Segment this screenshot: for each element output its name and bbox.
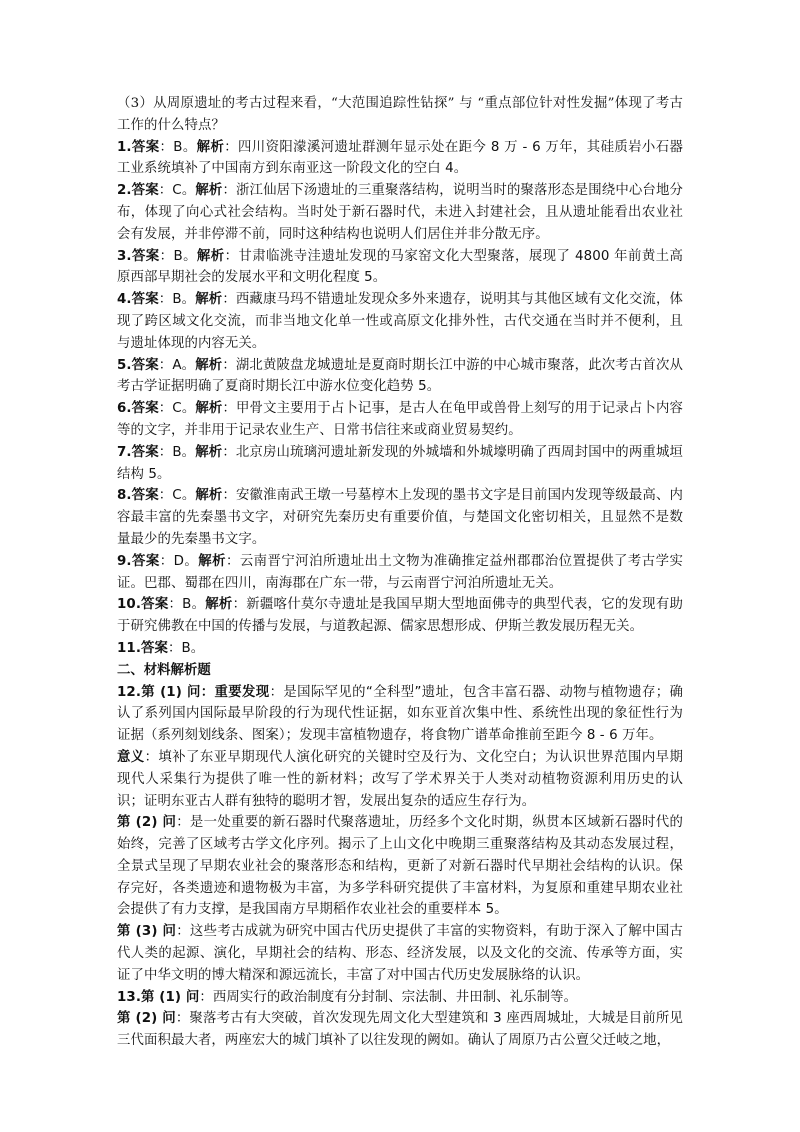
- question-13-analysis: [117, 987, 683, 1052]
- answer-item: 3.答案：B。解析：甘肃临洮寺洼遗址发现的马家窑文化大型聚落，展现了 4800 年前黄土高原西部早期社会的发展水平和文明化程度 5。: [117, 248, 683, 286]
- answer-item: 7.答案：B。解析：北京房山琉璃河遗址新发现的外城墙和外城壕明确了西周封国中的两重城垣结构 5。: [117, 444, 683, 482]
- section-heading: 二、材料解析题: [117, 662, 211, 678]
- answer-item: 5.答案：A。解析：湖北黄陂盘龙城遗址是夏商时期长江中游的中心城市聚落，此次考古首次从考古学证据明确了夏商时期长江中游水位变化趋势 5。: [117, 357, 684, 395]
- answer-item: 2.答案：C。解析：浙江仙居下汤遗址的三重聚落结构，说明当时的聚落形态是围绕中心台地分布，体现了向心式社会结构。当时处于新石器时代，未进入封建社会，且从遗址能看出农业社会有发展，并非停滞不前，同时这种结构也说明人们居住并非分散无序。: [117, 183, 683, 242]
- question-12-analysis: [117, 682, 683, 987]
- analysis-paragraph: 第 (2) 问：是一处重要的新石器时代聚落遗址，历经多个文化时期，纵贯本区域新石器时代的始终，完善了区域考古学文化序列。揭示了上山文化中晚期三重聚落结构及其动态发展过程，全景式呈现了早期农业社会的聚落形态和结构，更新了对新石器时代早期社会结构的认识。保存完好，各类遗迹和遗物极为丰富，为多学科研究提供了丰富材料，为复原和重建早期农业社会提供了有力支撑，是我国南方早期稻作农业社会的重要样本 5。: [117, 815, 683, 918]
- answer-item: 6.答案：C。解析：甲骨文主要用于占卜记事，是古人在龟甲或兽骨上刻写的用于记录占卜内容等的文字，并非用于记录农业生产、日常书信往来或商业贸易契约。: [117, 401, 683, 438]
- answer-item: 10.答案：B。解析：新疆喀什莫尔寺遗址是我国早期大型地面佛寺的典型代表，它的发现有助于研究佛教在中国的传播与发展，与道教起源、儒家思想形成、伊斯兰教发展历程无关。: [117, 597, 683, 635]
- answer-item: 1.答案：B。解析：四川资阳濛溪河遗址群测年显示处在距今 8 万 - 6 万年，其硅质岩小石器工业系统填补了中国南方到东南亚这一阶段文化的空白 4。: [117, 139, 683, 177]
- answer-item: 4.答案：B。解析：西藏康马玛不错遗址发现众多外来遗存，说明其与其他区域有文化交流，体现了跨区域文化交流，而非当地文化单一性或高原文化排外性，古代交通在当时并不便利，且与遗址体现的内容无关。: [117, 292, 683, 351]
- analysis-paragraph: 第 (3) 问：这些考古成就为研究中国古代历史提供了丰富的实物资料，有助于深入了解中国古代人类的起源、演化，早期社会的结构、形态、经济发展，以及文化的交流、传承等方面，实证了中华文明的博大精深和源远流长，丰富了对中国古代历史发展脉络的认识。: [117, 924, 683, 983]
- analysis-paragraph: 12.第 (1) 问：重要发现：是国际罕见的“全科型”遗址，包含丰富石器、动物与植物遗存；确认了系列国内国际最早阶段的行为现代性证据，如东亚首次集中性、系统性出现的象征性行为证据（系列刻划线条、图案）；发现丰富植物遗存，将食物广谱革命推前至距今 8 - 6 万年。: [117, 684, 683, 744]
- analysis-paragraph: 意义：填补了东亚早期现代人演化研究的关键时空及行为、文化空白；为认识世界范围内早期现代人采集行为提供了唯一性的新材料；改写了学术界关于人类对动植物资源利用历史的认识；证明东亚古人群有独特的聪明才智，发展出复杂的适应生存行为。: [117, 749, 683, 809]
- answer-item: 11.答案：B。: [117, 640, 205, 656]
- answer-list: [117, 137, 683, 660]
- answer-item: 9.答案：D。解析：云南晋宁河泊所遗址出土文物为准确推定益州郡郡治位置提供了考古学实证。巴郡、蜀郡在四川，南海郡在广东一带，与云南晋宁河泊所遗址无关。: [117, 553, 683, 591]
- analysis-paragraph: 13.第 (1) 问：西周实行的政治制度有分封制、宗法制、井田制、礼乐制等。: [117, 989, 578, 1005]
- analysis-paragraph: 第 (2) 问：聚落考古有大突破，首次发现先周文化大型建筑和 3 座西周城址，大城是目前所见三代面积最大者，两座宏大的城门填补了以往发现的阙如。确认了周原乃古公亶父迁岐之地，: [117, 1011, 683, 1049]
- document-page: [117, 93, 683, 1052]
- answer-item: 8.答案：C。解析：安徽淮南武王墩一号墓椁木上发现的墨书文字是目前国内发现等级最高、内容最丰富的先秦墨书文字，对研究先秦历史有重要价值，与楚国文化密切相关，且显然不是数量最少的先秦墨书文字。: [117, 488, 683, 547]
- question-prompt: （3）从周原遗址的考古过程来看，“大范围追踪性钻探” 与 “重点部位针对性发掘”体现了考古工作的什么特点？: [117, 96, 683, 133]
